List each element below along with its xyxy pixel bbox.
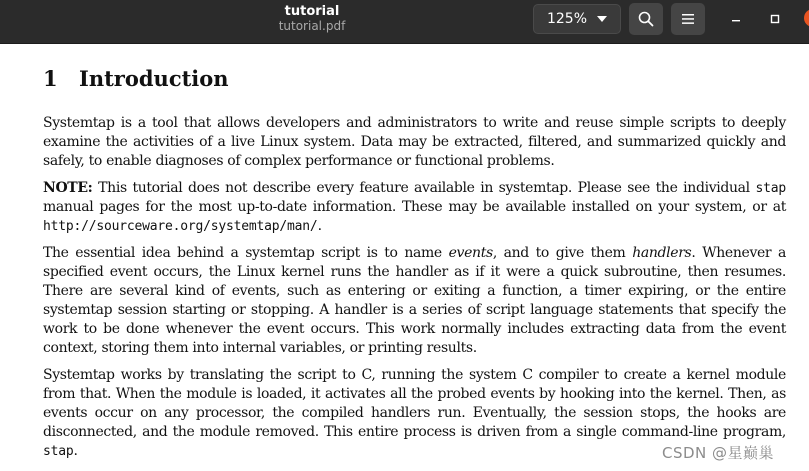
zoom-value: 125%: [546, 11, 588, 27]
search-icon: [638, 11, 654, 27]
paragraph-4-text-a: Systemtap works by translating the script to C, running the system C compiler to create a kernel module from that. When the module is loaded, it activates all the probed events by hooking into the kernel. Then, as events occur on any processor, the compiled handlers run. Eventually, the session stops, the hooks are disconnected, and the module removed. This entire process is driven from a single command-line program,: [43, 367, 786, 440]
window-title-block: [232, 4, 392, 34]
handlers-term: handlers: [632, 245, 692, 261]
search-button[interactable]: [629, 3, 663, 35]
close-button[interactable]: [804, 9, 809, 27]
paragraph-2: [43, 179, 786, 236]
maximize-button[interactable]: [764, 8, 786, 30]
chevron-down-icon: [597, 16, 607, 22]
paragraph-2-text-c: .: [317, 218, 322, 234]
man-pages-url: http://sourceware.org/systemtap/man/: [43, 219, 318, 234]
paragraph-2-text-a: This tutorial does not describe every feature available in systemtap. Please see the individual: [92, 180, 756, 196]
events-term: events: [448, 245, 493, 261]
maximize-icon: [770, 14, 780, 24]
minimize-button[interactable]: [725, 8, 747, 30]
menu-button[interactable]: [671, 3, 705, 35]
paragraph-3-text-c: . Whenever a specified event occurs, the Linux kernel runs the handler as if it were a quick subroutine, then resumes. There are several kind of events, such as entering or exiting a function, a timer expiring, or the entire systemtap session starting or stopping. A handler is a series of script language statements that specify the work to be done whenever the event occurs. This work normally includes extracting data from the event context, storing them into internal variables, or printing results.: [43, 245, 786, 356]
paragraph-3: [43, 244, 786, 358]
pdf-page-content: [43, 64, 786, 469]
note-label: NOTE:: [43, 180, 93, 196]
stap-command: stap: [755, 181, 786, 196]
document-title: tutorial: [284, 4, 340, 19]
csdn-watermark: CSDN @星巅巢: [662, 444, 775, 462]
minimize-icon: [731, 14, 741, 24]
header-bar: [0, 0, 809, 44]
paragraph-4-text-b: .: [73, 443, 78, 459]
paragraph-1: Systemtap is a tool that allows developers and administrators to write and reuse simple scripts to deeply examine the activities of a live Linux system. Data may be extracted, filtered, and summarized quickly and safely, to enable diagnoses of complex performance or functional problems.: [43, 115, 786, 169]
section-number: 1: [43, 66, 58, 91]
document-filename: tutorial.pdf: [278, 19, 346, 33]
paragraph-3-text-b: , and to give them: [492, 245, 633, 261]
paragraph-2-text-b: manual pages for the most up-to-date information. These may be available installed on your system, or at: [43, 199, 786, 215]
section-heading: [43, 64, 786, 94]
zoom-dropdown[interactable]: [533, 4, 621, 34]
stap-program: stap: [43, 444, 74, 459]
hamburger-menu-icon: [681, 13, 695, 25]
paragraph-3-text-a: The essential idea behind a systemtap script is to name: [43, 245, 449, 261]
section-title: Introduction: [79, 66, 229, 91]
